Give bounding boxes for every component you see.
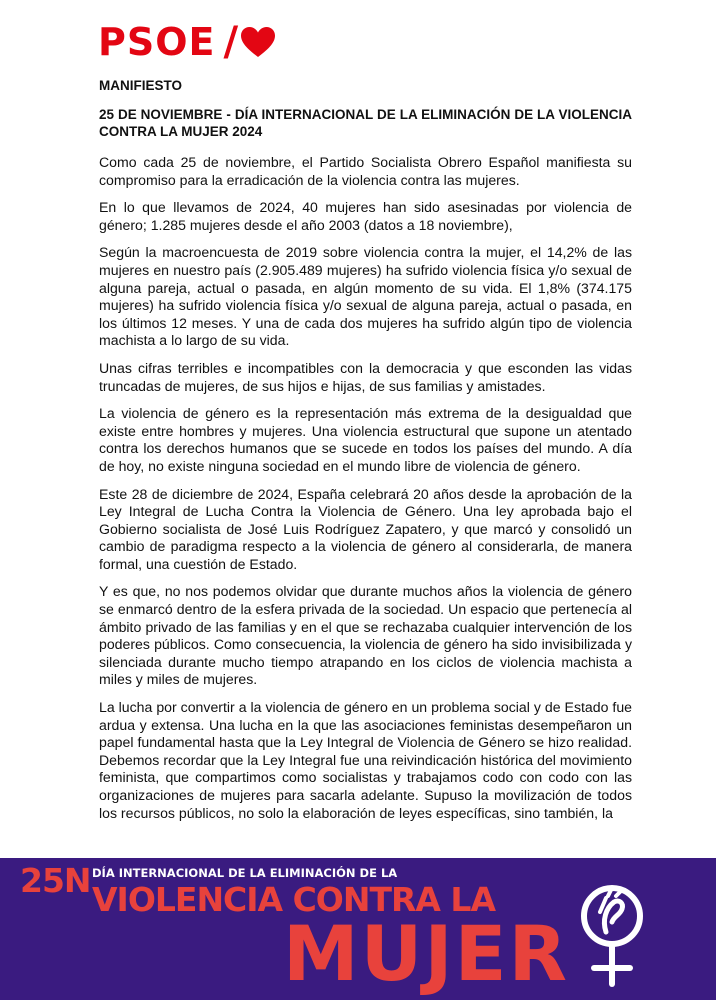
paragraph: Y es que, no nos podemos olvidar que durante muchos años la violencia de género se enmarcó dentro de la esfera privada de la sociedad. Un espacio que pertenecía al ámbito privado de las familias y en el que se rechazaba cualquier intervención de los poderes públicos. Como consecuencia, la violencia de género ha sido invisibilizada y silenciada durante mucho tiempo atrapando en los ciclos de violencia machista a miles y miles de mujeres. bbox=[99, 583, 632, 688]
psoe-logo bbox=[98, 19, 276, 65]
banner-headline-line2: VIOLENCIA CONTRA LA bbox=[92, 880, 495, 919]
logo-slash: / bbox=[223, 19, 239, 65]
document-title: 25 DE NOVIEMBRE - DÍA INTERNACIONAL DE LA ELIMINACIÓN DE LA VIOLENCIA CONTRA LA MUJER 2024 bbox=[99, 107, 632, 139]
paragraph: La violencia de género es la representación más extrema de la desigualdad que existe entre hombres y mujeres. Una violencia estructural que supone un atentado contra los derechos humanos que se sucede en todos los países del mundo. A día de hoy, no existe ninguna sociedad en el mundo libre de violencia de género. bbox=[99, 405, 632, 474]
document-kicker: MANIFIESTO bbox=[99, 78, 183, 93]
paragraph: Como cada 25 de noviembre, el Partido Socialista Obrero Español manifiesta su compromiso para la erradicación de la violencia contra las mujeres. bbox=[99, 154, 632, 188]
campaign-banner bbox=[0, 858, 716, 1000]
banner-date-label: 25N bbox=[20, 861, 91, 900]
paragraph: Este 28 de diciembre de 2024, España celebrará 20 años desde la aprobación de la Ley Integral de Lucha Contra la Violencia de Género. Una ley aprobada bajo el Gobierno socialista de José Luis Rodríguez Zapatero, y que marcó y consolidó un cambio de paradigma respecto a la violencia de género al considerarla, de manera formal, una cuestión de Estado. bbox=[99, 485, 632, 572]
paragraph: En lo que llevamos de 2024, 40 mujeres han sido asesinadas por violencia de género; 1.285 mujeres desde el año 2003 (datos a 18 noviembre), bbox=[99, 199, 632, 233]
paragraph: La lucha por convertir a la violencia de género en un problema social y de Estado fue ardua y extensa. Una lucha en la que las asociaciones feministas desempeñaron un papel fundamental hasta que la Ley Integral de Violencia de Género se hizo realidad. Debemos recordar que la Ley Integral fue una reivindicación histórica del movimiento feminista, que compartimos como socialistas y trabajamos codo con codo con las organizaciones de mujeres para sacarla adelante. Supuso la movilización de todos los recursos públicos, no solo la elaboración de leyes específicas, sino también, la bbox=[99, 699, 632, 821]
paragraph: Unas cifras terribles e incompatibles con la democracia y que esconden las vidas truncadas de mujeres, de sus hijos e hijas, de sus familias y amistades. bbox=[99, 359, 632, 394]
heart-icon bbox=[240, 26, 276, 58]
banner-subtitle: DÍA INTERNACIONAL DE LA ELIMINACIÓN DE LA bbox=[92, 866, 398, 880]
banner-headline-line3: MUJER bbox=[283, 909, 570, 998]
paragraph: Según la macroencuesta de 2019 sobre violencia contra la mujer, el 14,2% de las mujeres en nuestro país (2.905.489 mujeres) ha sufrido violencia física y/o sexual de alguna pareja, actual o pasada, en algún momento de su vida. El 1,8% (374.175 mujeres) ha sufrido violencia física y/o sexual de alguna pareja, actual o pasada, en los últimos 12 meses. Y una de cada dos mujeres ha sufrido algún tipo de violencia machista a lo largo de su vida. bbox=[99, 244, 632, 349]
feminist-venus-icon bbox=[572, 872, 652, 998]
logo-text: PSOE bbox=[98, 20, 216, 64]
manifesto-document bbox=[99, 78, 632, 832]
